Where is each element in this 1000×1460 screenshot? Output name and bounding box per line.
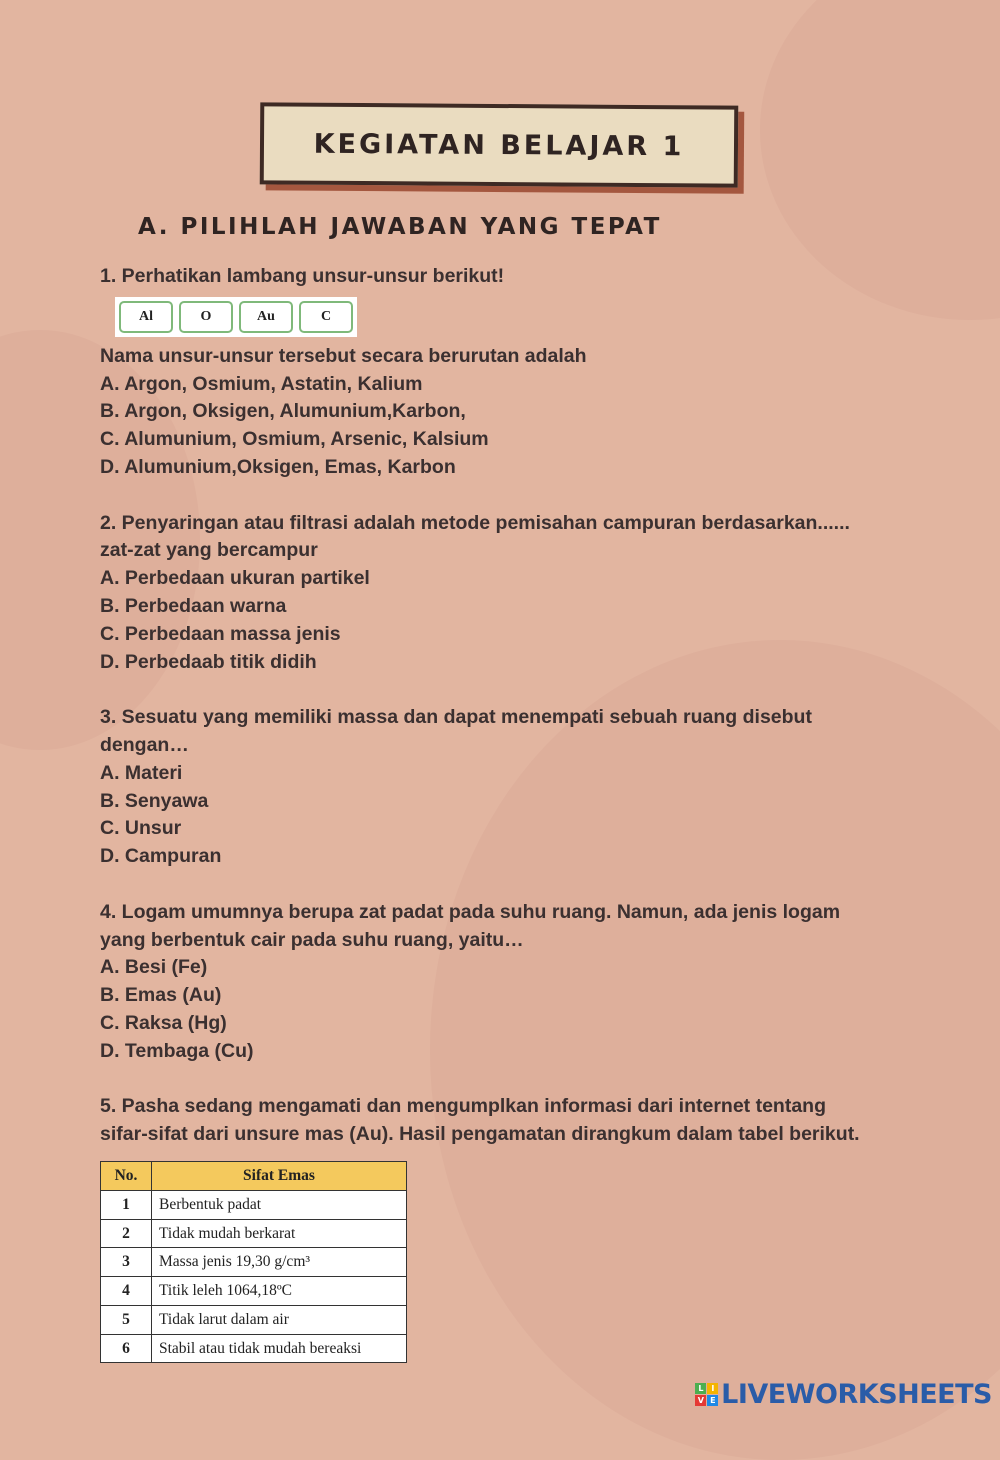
symbol-box: Al [119, 301, 173, 333]
question-2 [100, 510, 900, 677]
question-text: sifar-sifat dari unsure mas (Au). Hasil pengamatan dirangkum dalam tabel berikut. [100, 1123, 860, 1146]
table-row [101, 1334, 407, 1363]
symbol-box: C [299, 301, 353, 333]
option-a[interactable]: A. Argon, Osmium, Astatin, Kalium [100, 372, 423, 395]
option-a[interactable]: A. Besi (Fe) [100, 956, 208, 979]
header-property: Sifat Emas [152, 1161, 407, 1190]
question-text: zat-zat yang bercampur [100, 539, 318, 562]
row-no: 6 [101, 1334, 152, 1363]
element-symbols [115, 297, 357, 337]
question-text: 1. Perhatikan lambang unsur-unsur berikut! [100, 265, 505, 287]
question-text: yang berbentuk cair pada suhu ruang, yaitu… [100, 928, 524, 951]
row-value: Titik leleh 1064,18ºC [152, 1277, 407, 1306]
row-value: Berbentuk padat [152, 1190, 407, 1219]
table-row [101, 1190, 407, 1219]
option-c[interactable]: C. Alumunium, Osmium, Arsenic, Kalsium [100, 428, 489, 451]
symbol-box: O [179, 301, 233, 333]
option-c[interactable]: C. Unsur [100, 817, 182, 840]
liveworksheets-logo[interactable] [695, 1379, 992, 1410]
section-heading: A. PILIHLAH JAWABAN YANG TEPAT [138, 214, 662, 240]
gold-properties-table [100, 1161, 407, 1364]
option-c[interactable]: C. Perbedaan massa jenis [100, 622, 341, 645]
brand-text: LIVEWORKSHEETS [721, 1379, 992, 1410]
question-text: dengan… [100, 733, 189, 756]
title-banner [260, 102, 739, 187]
liveworksheets-icon: L I V E [695, 1383, 718, 1406]
symbol-box: Au [239, 301, 293, 333]
row-no: 4 [101, 1277, 152, 1306]
row-no: 2 [101, 1219, 152, 1248]
row-no: 1 [101, 1190, 152, 1219]
option-d[interactable]: D. Tembaga (Cu) [100, 1039, 254, 1062]
option-d[interactable]: D. Campuran [100, 845, 222, 868]
row-no: 5 [101, 1305, 152, 1334]
option-b[interactable]: B. Perbedaan warna [100, 594, 287, 617]
question-5 [100, 1093, 900, 1363]
question-text: 4. Logam umumnya berupa zat padat pada suhu ruang. Namun, ada jenis logam [100, 900, 841, 923]
option-d[interactable]: D. Perbedaab titik didih [100, 650, 317, 673]
question-text: 5. Pasha sedang mengamati dan mengumplkan informasi dari internet tentang [100, 1095, 826, 1118]
option-b[interactable]: B. Argon, Oksigen, Alumunium,Karbon, [100, 400, 466, 423]
table-row [101, 1305, 407, 1334]
row-value: Tidak mudah berkarat [152, 1219, 407, 1248]
question-1 [100, 263, 900, 482]
page-title: KEGIATAN BELAJAR 1 [313, 128, 685, 162]
question-text: Nama unsur-unsur tersebut secara berurutan adalah [100, 344, 587, 367]
question-text: 2. Penyaringan atau filtrasi adalah metode pemisahan campuran berdasarkan...... [100, 511, 850, 534]
question-4 [100, 899, 900, 1066]
row-value: Massa jenis 19,30 g/cm³ [152, 1248, 407, 1277]
row-no: 3 [101, 1248, 152, 1277]
row-value: Tidak larut dalam air [152, 1305, 407, 1334]
option-a[interactable]: A. Materi [100, 761, 183, 784]
table-row [101, 1219, 407, 1248]
header-no: No. [101, 1161, 152, 1190]
question-text: 3. Sesuatu yang memiliki massa dan dapat menempati sebuah ruang disebut [100, 706, 812, 729]
table-header-row [101, 1161, 407, 1190]
table-row [101, 1277, 407, 1306]
option-b[interactable]: B. Emas (Au) [100, 984, 222, 1007]
question-3 [100, 704, 900, 871]
option-b[interactable]: B. Senyawa [100, 789, 209, 812]
row-value: Stabil atau tidak mudah bereaksi [152, 1334, 407, 1363]
option-c[interactable]: C. Raksa (Hg) [100, 1011, 227, 1034]
questions-content [100, 263, 900, 1363]
option-d[interactable]: D. Alumunium,Oksigen, Emas, Karbon [100, 455, 456, 478]
table-row [101, 1248, 407, 1277]
option-a[interactable]: A. Perbedaan ukuran partikel [100, 567, 370, 590]
